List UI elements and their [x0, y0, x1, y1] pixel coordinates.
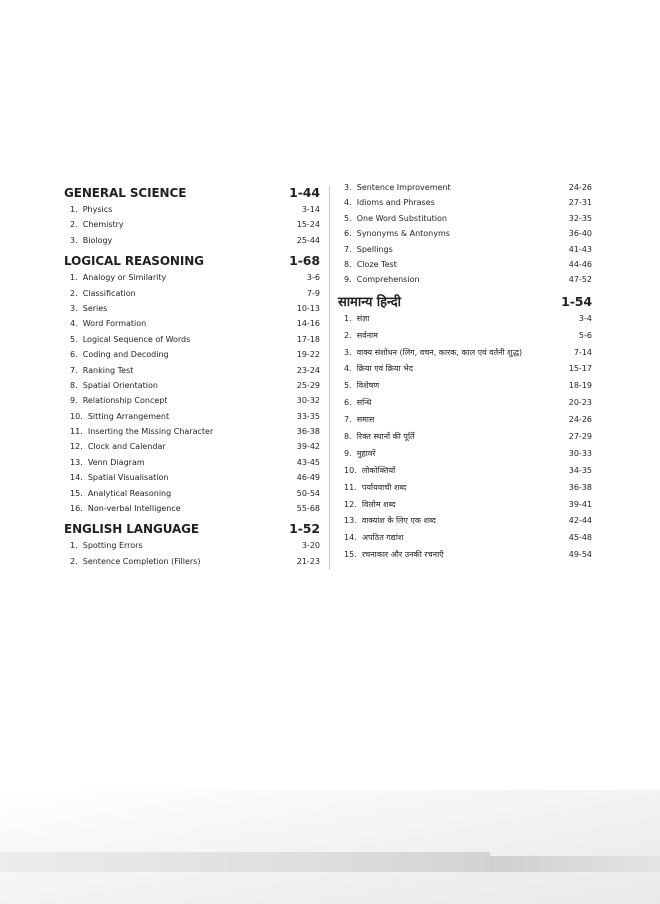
entry-title: Biology	[82, 235, 113, 245]
entry-title: विशेषण	[356, 381, 380, 391]
entry-label	[64, 286, 136, 301]
entry-title: रिक्त स्थानों की पूर्ति	[356, 431, 415, 441]
entry-pages: 45-48	[568, 533, 592, 543]
entry-label	[338, 257, 397, 272]
section-heading	[64, 184, 320, 202]
entry-pages: 3-20	[301, 541, 320, 551]
entry-title: Word Formation	[82, 319, 147, 329]
section-pages: 1-68	[289, 253, 320, 269]
entry-number: 5.	[344, 381, 352, 391]
entry-pages: 46-49	[296, 473, 320, 483]
entry-pages: 55-68	[296, 504, 320, 514]
entry-number: 6.	[70, 350, 78, 360]
section-english-continued	[338, 180, 592, 288]
entry-label	[64, 217, 124, 232]
entry-pages: 18-19	[568, 381, 592, 391]
toc-entry	[338, 463, 592, 480]
entry-number: 6.	[344, 398, 352, 408]
entry-title: Ranking Test	[82, 365, 134, 375]
section-samanya-hindi	[338, 293, 592, 564]
entry-number: 8.	[344, 259, 352, 269]
entry-number: 10.	[344, 465, 357, 475]
entry-pages: 41-43	[568, 244, 592, 254]
entry-number: 13.	[70, 457, 83, 467]
entry-pages: 43-45	[296, 457, 320, 467]
toc-entry	[64, 501, 320, 516]
entry-title: संज्ञा	[356, 313, 370, 323]
entry-pages: 34-35	[568, 465, 592, 475]
entry-title: Spatial Visualisation	[87, 473, 169, 483]
toc-entry	[64, 424, 320, 439]
entry-title: Spatial Orientation	[82, 380, 158, 390]
section-pages: 1-54	[561, 293, 592, 309]
entry-pages: 24-26	[568, 415, 592, 425]
entry-title: विलोम शब्द	[361, 499, 396, 509]
entry-number: 12.	[70, 442, 83, 452]
toc-entry	[338, 497, 592, 514]
entry-title: Spellings	[356, 244, 393, 254]
entry-pages: 21-23	[296, 556, 320, 566]
entry-number: 14.	[344, 533, 357, 543]
entry-pages: 15-17	[568, 364, 592, 374]
toc-entry	[338, 361, 592, 378]
entry-number: 11.	[70, 427, 83, 437]
entry-label	[64, 378, 158, 393]
entry-title: अपठित गद्यांश	[361, 533, 404, 543]
entry-pages: 39-41	[568, 499, 592, 509]
entry-label	[64, 301, 107, 316]
entry-number: 7.	[70, 365, 78, 375]
toc-entry	[64, 233, 320, 248]
entry-pages: 24-26	[568, 183, 592, 192]
entry-title: Analytical Reasoning	[87, 488, 172, 498]
toc-entry	[338, 429, 592, 446]
entry-pages: 44-46	[568, 259, 592, 269]
entry-label	[338, 211, 447, 226]
toc-entry	[64, 316, 320, 331]
entry-label	[338, 446, 376, 463]
entry-number: 2.	[70, 556, 78, 566]
entry-pages: 19-22	[296, 350, 320, 360]
entry-label	[338, 513, 436, 530]
entry-title: Clock and Calendar	[87, 442, 166, 452]
entry-pages: 14-16	[296, 319, 320, 329]
entry-title: Classification	[82, 288, 136, 298]
entry-title: Series	[82, 303, 108, 313]
entry-number: 4.	[70, 319, 78, 329]
entry-label	[64, 409, 169, 424]
entry-label	[338, 180, 451, 195]
entry-pages: 3-4	[578, 313, 592, 323]
toc-entry	[338, 272, 592, 287]
toc-entry	[338, 211, 592, 226]
entry-title: Venn Diagram	[87, 457, 145, 467]
entry-pages: 7-9	[306, 288, 320, 298]
section-general-science	[64, 184, 320, 248]
entry-number: 3.	[70, 235, 78, 245]
entry-title: क्रिया एवं क्रिया भेद	[356, 364, 413, 374]
entry-pages: 20-23	[568, 398, 592, 408]
entry-pages: 3-14	[301, 205, 320, 214]
entry-number: 6.	[344, 229, 352, 239]
entry-label	[338, 311, 369, 328]
entry-number: 15.	[344, 550, 357, 560]
entry-number: 12.	[344, 499, 357, 509]
entry-number: 9.	[70, 396, 78, 406]
entry-label	[338, 195, 435, 210]
entry-pages: 25-44	[296, 235, 320, 245]
entry-label	[64, 470, 168, 485]
entry-label	[64, 363, 133, 378]
entry-number: 1.	[344, 313, 352, 323]
entry-label	[338, 480, 406, 497]
entry-number: 4.	[344, 364, 352, 374]
entry-title: रचनाकार और उनकी रचनाएँ	[361, 550, 444, 560]
section-title: LOGICAL REASONING	[64, 254, 204, 269]
entry-label	[64, 424, 213, 439]
entry-title: Comprehension	[356, 275, 420, 285]
section-title: सामान्य हिन्दी	[338, 294, 401, 310]
toc-entry	[64, 301, 320, 316]
entry-pages: 23-24	[296, 365, 320, 375]
entry-label	[338, 328, 378, 345]
toc-entry	[64, 347, 320, 362]
entry-label	[64, 455, 145, 470]
entry-pages: 27-31	[568, 198, 592, 208]
entry-title: समास	[356, 415, 375, 425]
section-heading	[338, 293, 592, 311]
toc-entry	[338, 480, 592, 497]
toc-entry	[64, 486, 320, 501]
entry-number: 9.	[344, 448, 352, 458]
toc-entry	[64, 202, 320, 217]
toc-entry	[338, 378, 592, 395]
toc-right-column	[338, 180, 592, 564]
entry-label	[338, 361, 413, 378]
entry-label	[64, 554, 200, 569]
entry-title: Cloze Test	[356, 259, 397, 269]
entry-number: 5.	[344, 213, 352, 223]
toc-entry	[64, 217, 320, 232]
toc-entry	[338, 412, 592, 429]
entry-number: 2.	[70, 288, 78, 298]
section-logical-reasoning	[64, 252, 320, 516]
toc-entry	[64, 378, 320, 393]
toc-entry	[338, 226, 592, 241]
entry-title: Non-verbal Intelligence	[87, 504, 181, 514]
toc-entry	[64, 455, 320, 470]
toc-entry	[64, 393, 320, 408]
toc-entry	[338, 328, 592, 345]
entry-number: 11.	[344, 482, 357, 492]
entry-label	[64, 270, 166, 285]
entry-label	[338, 378, 379, 395]
entry-number: 13.	[344, 516, 357, 526]
section-english-language	[64, 520, 320, 569]
entry-number: 1.	[70, 205, 78, 214]
entry-label	[338, 429, 415, 446]
entry-pages: 36-38	[568, 482, 592, 492]
section-heading	[64, 520, 320, 538]
toc-entry	[338, 530, 592, 547]
entry-label	[64, 486, 171, 501]
entry-label	[338, 412, 374, 429]
entry-label	[64, 202, 112, 217]
entry-number: 3.	[70, 303, 78, 313]
entry-label	[338, 242, 393, 257]
toc-entry	[338, 345, 592, 362]
toc-entry	[64, 538, 320, 553]
entry-pages: 7-14	[573, 347, 592, 357]
entry-pages: 36-38	[296, 427, 320, 437]
toc-entry	[338, 180, 592, 195]
entry-label	[64, 347, 169, 362]
toc-entry	[338, 195, 592, 210]
toc-entry	[64, 554, 320, 569]
toc-entry	[64, 439, 320, 454]
entry-pages: 50-54	[296, 488, 320, 498]
entry-label	[338, 547, 444, 564]
entry-pages: 49-54	[568, 550, 592, 560]
entry-number: 8.	[70, 380, 78, 390]
entry-title: Sentence Completion (Fillers)	[82, 556, 201, 566]
entry-label	[64, 233, 112, 248]
entry-title: पर्यायवाची शब्द	[361, 482, 407, 492]
entry-number: 7.	[344, 244, 352, 254]
entry-pages: 15-24	[296, 220, 320, 230]
toc-entry	[64, 286, 320, 301]
toc-entry	[338, 446, 592, 463]
entry-pages: 5-6	[578, 330, 592, 340]
entry-number: 16.	[70, 504, 83, 514]
column-separator	[329, 186, 330, 570]
entry-number: 3.	[344, 183, 352, 192]
toc-entry	[64, 332, 320, 347]
entry-title: मुहावरें	[356, 448, 376, 458]
entry-pages: 30-32	[296, 396, 320, 406]
page-bottom-strip-right	[490, 856, 660, 872]
entry-label	[338, 497, 396, 514]
entry-pages: 36-40	[568, 229, 592, 239]
entry-number: 3.	[344, 347, 352, 357]
entry-number: 9.	[344, 275, 352, 285]
page-bottom-strip	[0, 852, 490, 872]
entry-title: वाक्य संशोधन (लिंग, वचन, कारक, काल एवं वर्तनी शुद्ध)	[356, 347, 523, 357]
section-pages: 1-52	[289, 521, 320, 537]
section-pages: 1-44	[289, 185, 320, 200]
entry-pages: 39-42	[296, 442, 320, 452]
entry-label	[64, 332, 190, 347]
entry-label	[64, 538, 143, 553]
entry-pages: 42-44	[568, 516, 592, 526]
entry-label	[64, 393, 167, 408]
entry-number: 5.	[70, 334, 78, 344]
entry-label	[338, 226, 450, 241]
entry-number: 2.	[70, 220, 78, 230]
entry-pages: 10-13	[296, 303, 320, 313]
entry-number: 1.	[70, 541, 78, 551]
toc-entry	[64, 409, 320, 424]
entry-number: 2.	[344, 330, 352, 340]
entry-title: लोकोक्तियाँ	[361, 465, 396, 475]
entry-label	[64, 316, 146, 331]
entry-title: Sentence Improvement	[356, 183, 451, 192]
entry-title: Relationship Concept	[82, 396, 168, 406]
toc-entry	[338, 257, 592, 272]
entry-title: Logical Sequence of Words	[82, 334, 191, 344]
entry-pages: 25-29	[296, 380, 320, 390]
toc-entry	[338, 547, 592, 564]
entry-pages: 3-6	[306, 273, 320, 283]
toc-entry	[64, 270, 320, 285]
entry-title: Chemistry	[82, 220, 124, 230]
page-bottom-shading	[0, 790, 660, 904]
entry-title: Idioms and Phrases	[356, 198, 435, 208]
entry-number: 7.	[344, 415, 352, 425]
section-title: ENGLISH LANGUAGE	[64, 522, 199, 537]
toc-entry	[338, 513, 592, 530]
entry-pages: 17-18	[296, 334, 320, 344]
entry-title: Analogy or Similarity	[82, 273, 167, 283]
entry-label	[338, 463, 395, 480]
entry-number: 8.	[344, 431, 352, 441]
entry-label	[338, 395, 371, 412]
entry-title: Sitting Arrangement	[87, 411, 170, 421]
toc-entry	[64, 470, 320, 485]
entry-label	[338, 272, 420, 287]
entry-label	[64, 501, 181, 516]
entry-title: Coding and Decoding	[82, 350, 169, 360]
entry-title: Spotting Errors	[82, 541, 143, 551]
entry-number: 15.	[70, 488, 83, 498]
entry-label	[338, 345, 522, 362]
toc-entry	[64, 363, 320, 378]
entry-number: 14.	[70, 473, 83, 483]
entry-title: सन्धि	[356, 398, 372, 408]
entry-title: वाक्यांश के लिए एक शब्द	[361, 516, 436, 526]
entry-title: Physics	[82, 205, 113, 214]
section-title: GENERAL SCIENCE	[64, 186, 187, 200]
toc-left-column	[64, 180, 320, 569]
entry-number: 1.	[70, 273, 78, 283]
entry-title: Synonyms & Antonyms	[356, 229, 450, 239]
entry-title: Inserting the Missing Character	[87, 427, 214, 437]
entry-label	[64, 439, 166, 454]
section-heading	[64, 252, 320, 270]
entry-pages: 33-35	[296, 411, 320, 421]
entry-number: 10.	[70, 411, 83, 421]
toc-entry	[338, 395, 592, 412]
entry-pages: 47-52	[568, 275, 592, 285]
entry-pages: 32-35	[568, 213, 592, 223]
toc-entry	[338, 242, 592, 257]
toc-entry	[338, 311, 592, 328]
entry-pages: 30-33	[568, 448, 592, 458]
entry-label	[338, 530, 403, 547]
entry-title: सर्वनाम	[356, 330, 378, 340]
entry-number: 4.	[344, 198, 352, 208]
entry-title: One Word Substitution	[356, 213, 447, 223]
entry-pages: 27-29	[568, 431, 592, 441]
